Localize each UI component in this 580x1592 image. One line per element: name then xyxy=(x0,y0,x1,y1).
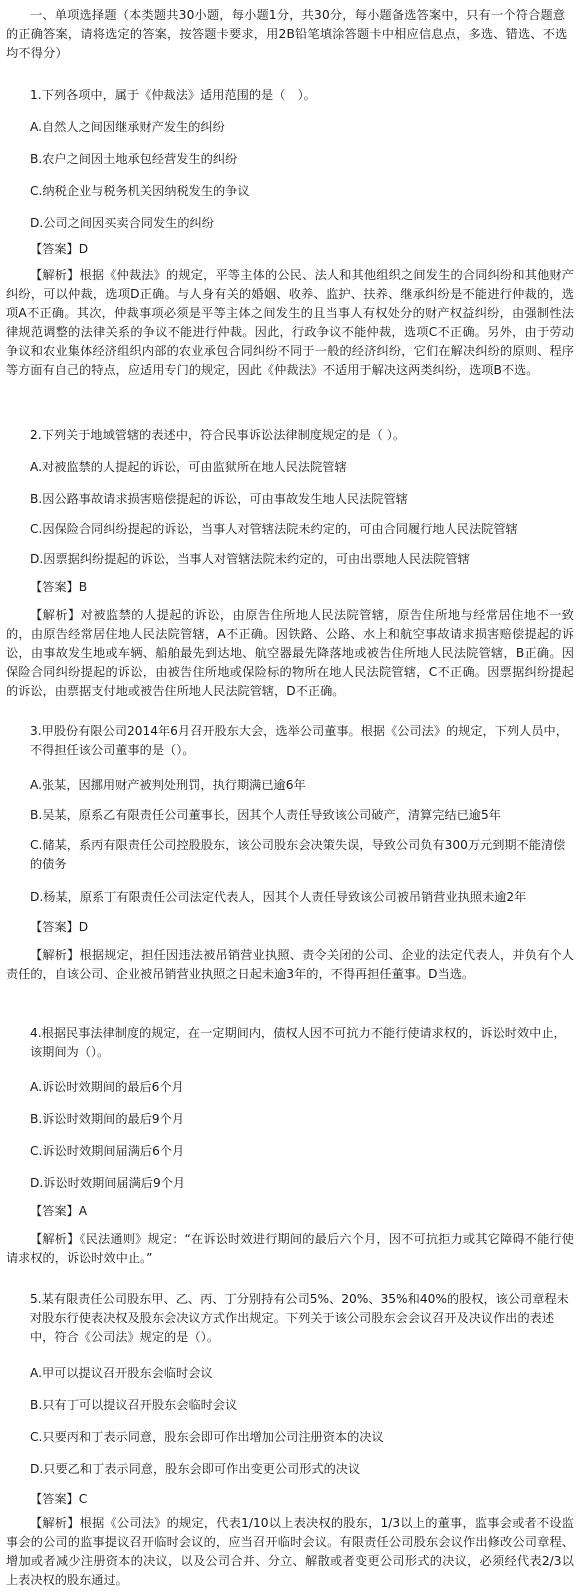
question-3-option-b: B.吴某，原系乙有限责任公司董事长，因其个人责任导致该公司破产，清算完结已逾5年 xyxy=(30,808,501,822)
question-1-explanation: 【解析】根据《仲裁法》的规定，平等主体的公民、法人和其他组织之间发生的合同纠纷和其他财产纠纷，可以仲裁，选项D正确。与人身有关的婚姻、收养、监护、扶养、继承纠纷是不能进行仲裁的，选项A不正确。其次，仲裁事项必须是平等主体之间发生的且当事人有权处分的财产权益纠纷，由强制性法律规范调整的法律关系的争议不能进行仲裁。因此，行政争议不能仲裁，选项C不正确。另外，由于劳动争议和农业集体经济组织内部的农业承包合同纠纷不同于一般的经济纠纷，它们在解决纠纷的原则、程序等方面有自己的特点，应适用专门的规定，因此《仲裁法》不适用于解决这两类纠纷，选项B不选。 xyxy=(6,268,574,377)
question-2-option-c: C.因保险合同纠纷提起的诉讼，当事人对管辖法院未约定的，可由合同履行地人民法院管辖 xyxy=(30,522,518,536)
question-2-answer: 【答案】B xyxy=(30,580,88,594)
question-4-option-c: C.诉讼时效期间届满后6个月 xyxy=(30,1144,185,1158)
question-4-explanation: 【解析】《民法通则》规定：“在诉讼时效进行期间的最后六个月，因不可抗拒力或其它障碍不能行使请求权的，诉讼时效中止。” xyxy=(6,1232,574,1265)
question-1-answer: 【答案】D xyxy=(30,242,89,256)
question-2-option-b: B.因公路事故请求损害赔偿提起的诉讼，可由事故发生地人民法院管辖 xyxy=(30,492,408,506)
question-4-option-b: B.诉讼时效期间的最后9个月 xyxy=(30,1112,185,1126)
question-3-option-a: A.张某，因挪用财产被判处刑罚，执行期满已逾6年 xyxy=(30,778,306,792)
question-2-option-d: D.因票据纠纷提起的诉讼，当事人对管辖法院未约定的，可由出票地人民法院管辖 xyxy=(30,552,470,566)
question-3-answer: 【答案】D xyxy=(30,920,89,934)
question-1-option-d: D.公司之间因买卖合同发生的纠纷 xyxy=(30,216,214,230)
question-3-option-d: D.杨某，原系丁有限责任公司法定代表人，因其个人责任导致该公司被吊销营业执照未逾2年 xyxy=(30,890,527,904)
question-1-stem: 1.下列各项中，属于《仲裁法》适用范围的是（ ）。 xyxy=(30,88,316,102)
question-4-option-d: D.诉讼时效期间届满后9个月 xyxy=(30,1176,186,1190)
question-3-option-c: C.储某，系丙有限责任公司控股股东，该公司股东会决策失误，导致公司负有300万元到期不能清偿的债务 xyxy=(30,838,566,871)
question-2-stem: 2.下列关于地域管辖的表述中，符合民事诉讼法律制度规定的是（ ）。 xyxy=(30,428,406,442)
question-5-answer: 【答案】C xyxy=(30,1492,88,1506)
question-1-option-a: A.自然人之间因继承财产发生的纠纷 xyxy=(30,120,225,134)
question-4-option-a: A.诉讼时效期间的最后6个月 xyxy=(30,1080,184,1094)
question-5-explanation: 【解析】根据《公司法》的规定，代表1/10以上表决权的股东，1/3以上的董事，监事会或者不设监事会的公司的监事提议召开临时会议的，应当召开临时会议。有限责任公司股东会议作出修改公司章程、增加或者减少注册资本的决议，以及公司合并、分立、解散或者变更公司形式的决议，必须经代表2/3以上表决权的股东通过。 xyxy=(6,1516,574,1587)
question-5-option-d: D.只要乙和丁表示同意，股东会即可作出变更公司形式的决议 xyxy=(30,1462,361,1476)
question-1-option-c: C.纳税企业与税务机关因纳税发生的争议 xyxy=(30,184,250,198)
question-5-stem: 5.某有限责任公司股东甲、乙、丙、丁分别持有公司5%、20%、35%和40%的股权，该公司章程未对股东行使表决权及股东会决议方式作出规定。下列关于该公司股东会会议召开及决议作出的表述中，符合《公司法》规定的是（）。 xyxy=(30,1292,569,1344)
question-5-option-a: A.甲可以提议召开股东会临时会议 xyxy=(30,1366,213,1380)
section-header: 一、单项选择题（本类题共30小题，每小题1分，共30分，每小题备选答案中，只有一个符合题意的正确答案，请将选定的答案，按答题卡要求，用2B铅笔填涂答题卡中相应信息点，多选、错选、不选均不得分） xyxy=(6,8,568,60)
question-1-option-b: B.农户之间因土地承包经营发生的纠纷 xyxy=(30,152,238,166)
question-4-stem: 4.根据民事法律制度的规定，在一定期间内，债权人因不可抗力不能行使请求权的，诉讼时效中止，该期间为（）。 xyxy=(30,1026,566,1059)
question-4-answer: 【答案】A xyxy=(30,1204,88,1218)
question-2-explanation: 【解析】对被监禁的人提起的诉讼，由原告住所地人民法院管辖，原告住所地与经常居住地不一致的，由原告经常居住地人民法院管辖，A不正确。因铁路、公路、水上和航空事故请求损害赔偿提起的诉讼，由事故发生地或车辆、船舶最先到达地、航空器最先降落地或被告住所地人民法院管辖，B正确。因保险合同纠纷提起的诉讼，由被告住所地或保险标的物所在地人民法院管辖，C不正确。因票据纠纷提起的诉讼，由票据支付地或被告住所地人民法院管辖，D不正确。 xyxy=(6,608,574,698)
question-5-option-c: C.只要丙和丁表示同意，股东会即可作出增加公司注册资本的决议 xyxy=(30,1430,384,1444)
question-2-option-a: A.对被监禁的人提起的诉讼，可由监狱所在地人民法院管辖 xyxy=(30,460,347,474)
question-5-option-b: B.只有丁可以提议召开股东会临时会议 xyxy=(30,1398,238,1412)
question-3-explanation: 【解析】根据规定，担任因违法被吊销营业执照、责令关闭的公司、企业的法定代表人，并负有个人责任的，自该公司、企业被吊销营业执照之日起未逾3年的，不得再担任董事。D当选。 xyxy=(6,948,574,981)
question-3-stem: 3.甲股份有限公司2014年6月召开股东大会，选举公司董事。根据《公司法》的规定，下列人员中，不得担任该公司董事的是（）。 xyxy=(30,724,568,757)
